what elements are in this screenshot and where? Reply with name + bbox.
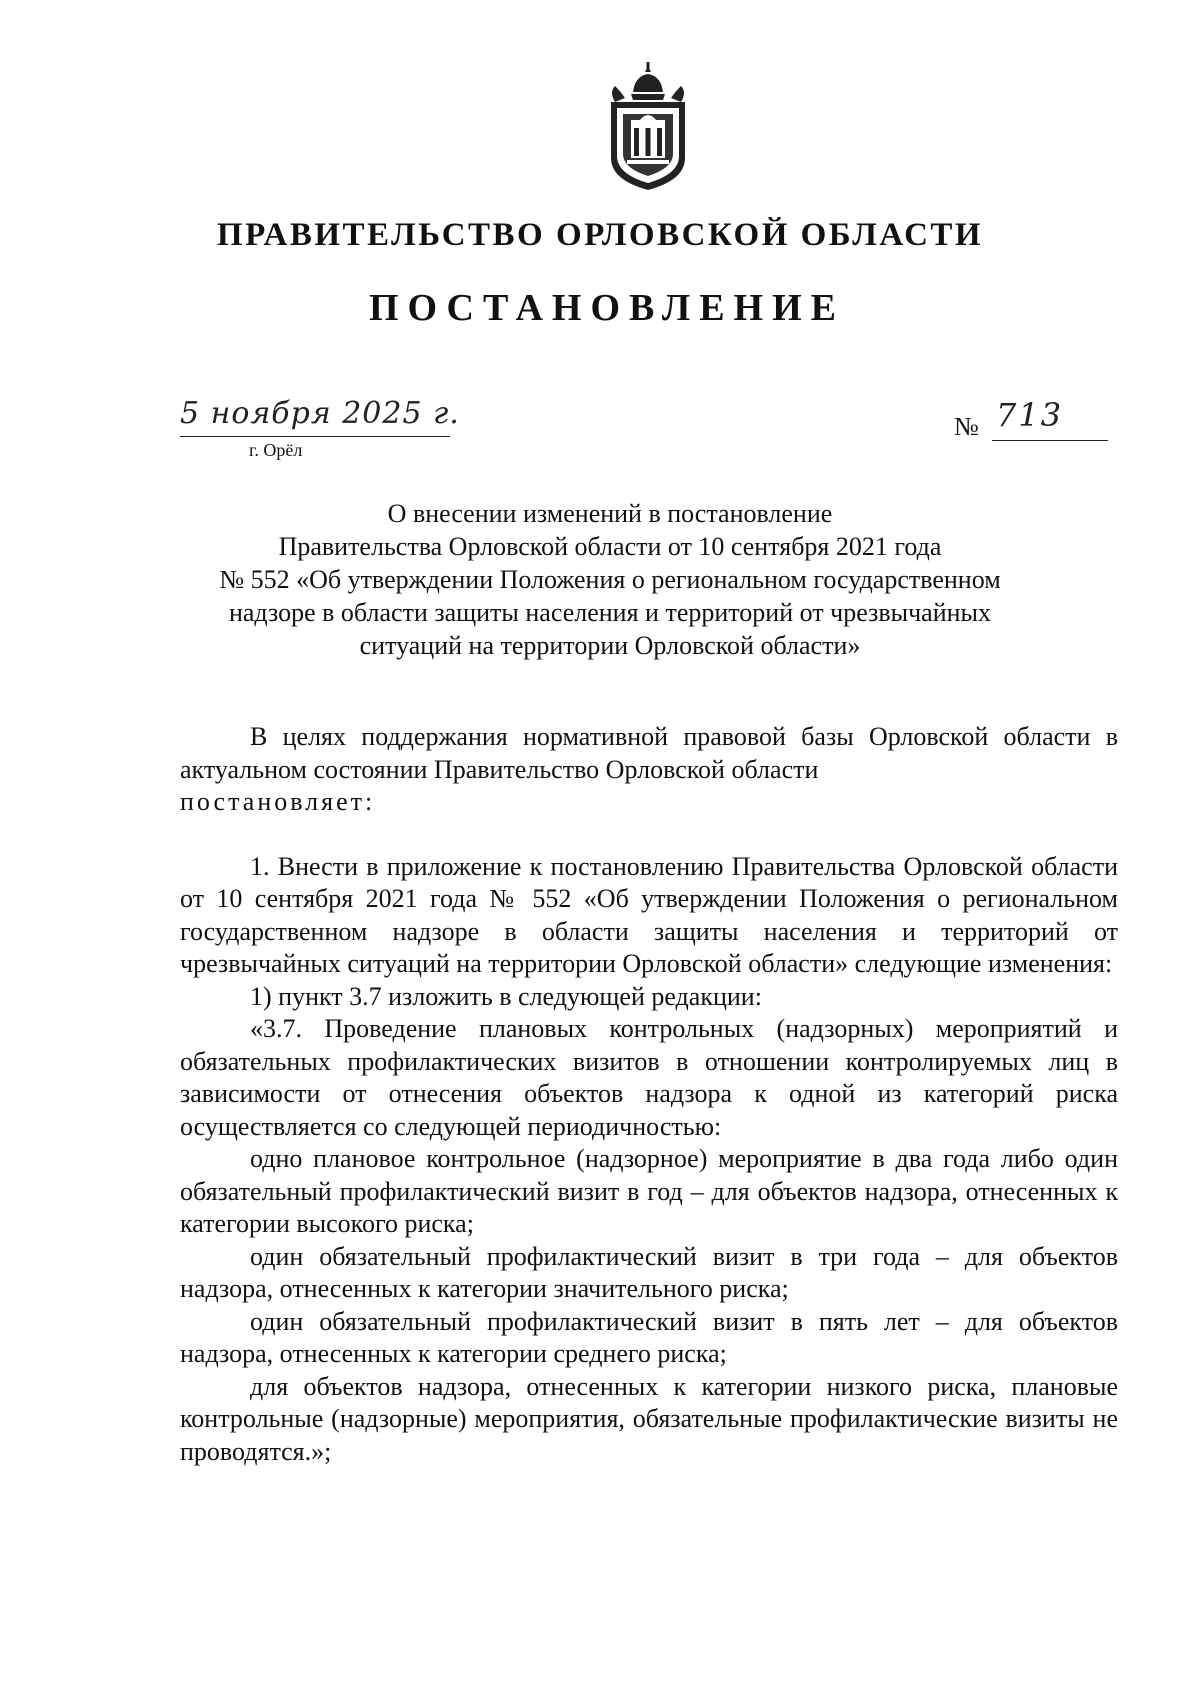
handwritten-date: 5 ноября 2025 г. xyxy=(180,396,460,431)
subject-line: надзоре в области защиты населения и территорий от чрезвычайных xyxy=(228,598,992,627)
preamble-text: В целях поддержания нормативной правовой базы Орловской области в актуальном состоянии Правительство Орловской области xyxy=(180,722,1118,784)
document-body xyxy=(180,721,1118,1468)
government-title: ПРАВИТЕЛЬСТВО ОРЛОВСКОЙ ОБЛАСТИ xyxy=(216,217,984,253)
preamble-paragraph xyxy=(180,721,1118,786)
subject-line: Правительства Орловской области от 10 сентября 2021 года xyxy=(278,532,942,561)
document-type-title: ПОСТАНОВЛЕНИЕ xyxy=(368,287,846,329)
paragraph-subitem-1: 1) пункт 3.7 изложить в следующей редакции: xyxy=(250,981,762,1011)
preamble-ending: постановляет: xyxy=(180,787,376,816)
number-label: № xyxy=(954,412,979,441)
subject-line: О внесении изменений в постановление xyxy=(387,499,833,528)
number-underline xyxy=(992,440,1108,441)
date-underline xyxy=(180,436,450,437)
paragraph-low-risk: для объектов надзора, отнесенных к категории низкого риска, плановые контрольные (надзорные) мероприятия, обязательные профилактические визиты не проводятся.»; xyxy=(180,1371,1118,1466)
paragraph-high-risk: одно плановое контрольное (надзорное) мероприятие в два года либо один обязательный профилактический визит в год – для объектов надзора, отнесенных к категории высокого риска; xyxy=(180,1144,1118,1238)
subject-line: № 552 «Об утверждении Положения о региональном государственном xyxy=(219,565,1001,594)
paragraph-medium-risk: один обязательный профилактический визит в пять лет – для объектов надзора, отнесенных к категории среднего риска; xyxy=(180,1306,1118,1368)
coat-of-arms-emblem xyxy=(601,62,695,194)
city-label: г. Орёл xyxy=(249,440,303,460)
subject-line: ситуаций на территории Орловской области» xyxy=(359,631,861,660)
document-subject xyxy=(180,497,1040,662)
paragraph-clause-3-7: «3.7. Проведение плановых контрольных (надзорных) мероприятий и обязательных профилактических визитов в отношении контролируемых лиц в зависимости от отнесения объектов надзора к одной из категорий риска осуществляется со следующей периодичностью: xyxy=(180,1014,1118,1141)
handwritten-number: 713 xyxy=(996,396,1064,434)
paragraph-item-1: 1. Внести в приложение к постановлению Правительства Орловской области от 10 сентября 2021 года № 552 «Об утверждении Положения о региональном государственном надзоре в области защиты населения и территорий от чрезвычайных ситуаций на территории Орловской области» следующие изменения: xyxy=(180,851,1118,978)
paragraph-significant-risk: один обязательный профилактический визит в три года – для объектов надзора, отнесенных к категории значительного риска; xyxy=(180,1241,1118,1303)
